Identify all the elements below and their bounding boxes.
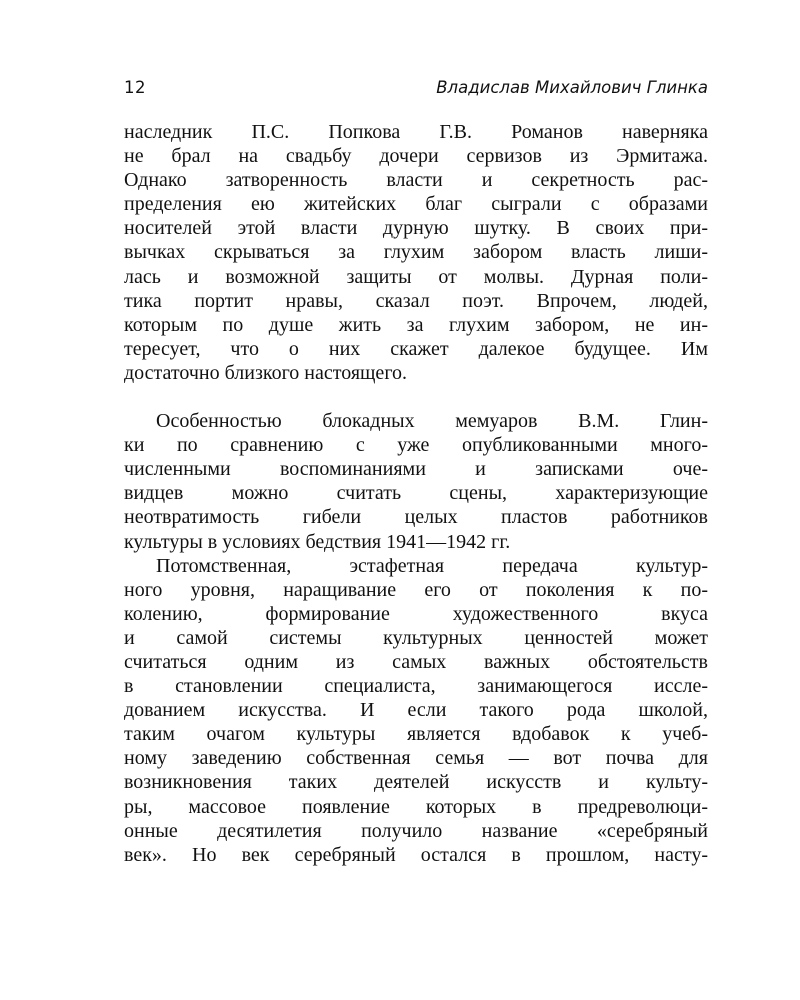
paragraph-3	[124, 554, 708, 867]
text-line: наследник П.С. Попкова Г.В. Романов наверняка	[124, 121, 708, 143]
text-line: ры, массовое появление которых в предреволюци-	[124, 795, 708, 818]
text-line: онные десятилетия получило название «серебряный	[124, 819, 708, 842]
body-text	[124, 120, 708, 867]
text-line: и самой системы культурных ценностей может	[124, 626, 708, 649]
text-line: неотвратимость гибели целых пластов работников	[124, 506, 708, 529]
paragraph-2	[124, 409, 708, 554]
text-line: Однако затворенность власти и секретность рас-	[124, 169, 708, 192]
text-line: культуры в условиях бедствия 1941—1942 гг.	[124, 530, 511, 553]
text-line: Особенностью блокадных мемуаров В.М. Глин-	[156, 410, 708, 433]
text-line: пределения ею житейских благ сыграли с образами	[124, 193, 708, 216]
text-line: век». Но век серебряный остался в прошлом, насту-	[124, 843, 708, 866]
text-line: не брал на свадьбу дочери сервизов из Эрмитажа.	[124, 145, 708, 168]
text-line: ного уровня, наращивание его от поколения к по-	[124, 578, 708, 601]
text-line: тика портит нравы, сказал поэт. Впрочем, людей,	[124, 289, 708, 312]
running-head	[124, 76, 708, 102]
author-name: Владислав Михайлович Глинка	[436, 78, 708, 97]
text-line: таким очагом культуры является вдобавок к учеб-	[124, 723, 708, 746]
paragraph-gap	[124, 385, 708, 409]
text-line: численными воспоминаниями и записками оче-	[124, 458, 708, 481]
text-line: ки по сравнению с уже опубликованными много-	[124, 434, 708, 457]
text-line: колению, формирование художественного вкуса	[124, 602, 708, 625]
text-line: в становлении специалиста, занимающегося иссле-	[124, 675, 708, 698]
text-line: тересует, что о них скажет далекое будущее. Им	[124, 337, 708, 360]
text-line: вычках скрываться за глухим забором власть лиши-	[124, 241, 708, 264]
text-line: дованием искусства. И если такого рода школой,	[124, 699, 708, 722]
text-line: видцев можно считать сцены, характеризующие	[124, 482, 708, 505]
page-number: 12	[124, 78, 146, 97]
text-line: Потомственная, эстафетная передача культур-	[156, 554, 708, 577]
text-line: которым по душе жить за глухим забором, не ин-	[124, 313, 708, 336]
text-line: возникновения таких деятелей искусств и культу-	[124, 771, 708, 794]
text-line: считаться одним из самых важных обстоятельств	[124, 650, 708, 673]
text-line: лась и возможной защиты от молвы. Дурная поли-	[124, 265, 708, 288]
paragraph-1	[124, 120, 708, 385]
text-line: достаточно близкого настоящего.	[124, 361, 408, 384]
text-line: ному заведению собственная семья — вот почва для	[124, 747, 708, 770]
text-line: носителей этой власти дурную шутку. В своих при-	[124, 217, 708, 240]
